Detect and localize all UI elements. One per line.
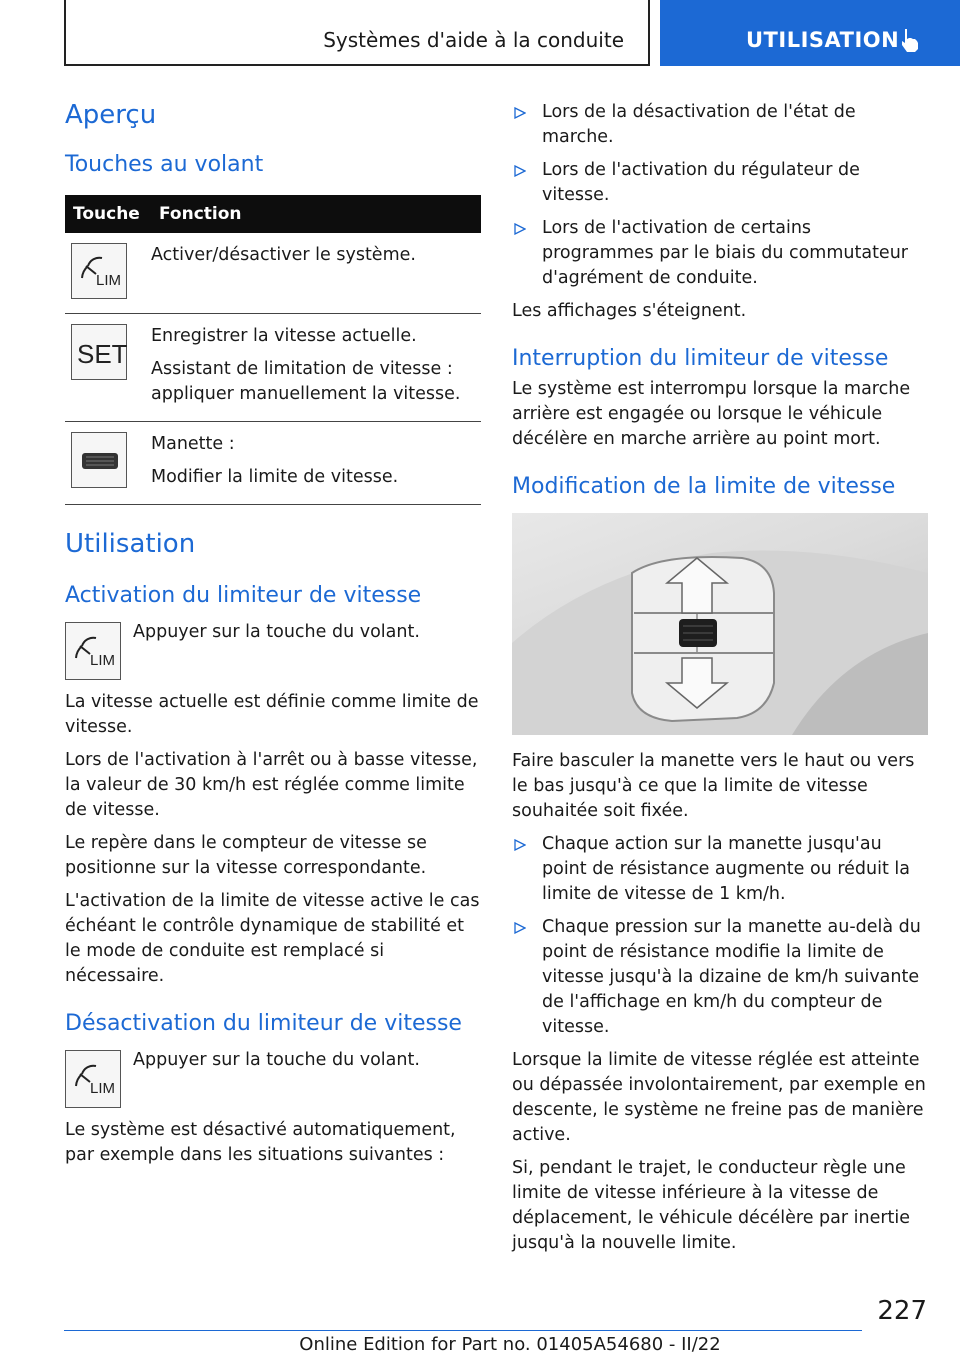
list-item	[512, 100, 928, 150]
set-label: SET	[77, 339, 128, 369]
list-item-text: Chaque action sur la manette jusqu'au point de résistance augmente ou réduit la limite de vitesse de 1 km/h.	[542, 834, 910, 904]
heading-apercu: Aperçu	[65, 100, 157, 130]
left-column	[65, 100, 481, 1168]
header-chapter-label: UTILISATION	[746, 28, 900, 52]
triangle-bullet-icon	[514, 165, 526, 177]
right-column	[512, 100, 928, 1256]
triangle-bullet-icon	[514, 223, 526, 235]
header-chapter-tab[interactable]	[660, 0, 960, 66]
rocker-switch-icon	[71, 432, 127, 488]
header-section-title: Systèmes d'aide à la conduite	[323, 28, 624, 52]
paragraph-interruption: Le système est interrompu lorsque la marche arrière est engagée ou lorsque le véhicule décélère en marche arrière au point mort.	[512, 379, 911, 449]
lim-button-icon	[65, 1050, 121, 1108]
header-section-box	[64, 0, 650, 66]
desactivation-instruction-text: Appuyer sur la touche du volant.	[133, 1050, 420, 1070]
activation-paragraph: L'activation de la limite de vitesse active le cas échéant le contrôle dynamique de stabilité et le mode de conduite est remplacé si nécessaire.	[65, 891, 480, 986]
list-item	[512, 915, 928, 1040]
table-cell-function: Modifier la limite de vitesse.	[151, 467, 399, 487]
activation-paragraph: Lors de l'activation à l'arrêt ou à basse vitesse, la valeur de 30 km/h est réglée comme limite de vitesse.	[65, 750, 478, 820]
triangle-bullet-icon	[514, 839, 526, 851]
lim-label: LIM	[90, 1080, 116, 1097]
activation-paragraph: Le repère dans le compteur de vitesse se positionne sur la vitesse correspondante.	[65, 833, 427, 878]
table-header-fonction: Fonction	[151, 195, 481, 233]
triangle-bullet-icon	[514, 107, 526, 119]
triangle-bullet-icon	[514, 922, 526, 934]
paragraph-depasse: Lorsque la limite de vitesse réglée est atteinte ou dépassée involontairement, par exemple en descente, le système ne freine pas de manière active.	[512, 1050, 926, 1145]
rocker-actions-list	[512, 832, 928, 1040]
paragraph-basculer: Faire basculer la manette vers le haut ou vers le bas jusqu'à ce que la limite de vitesse souhaitée soit fixée.	[512, 751, 915, 821]
heading-desactivation: Désactivation du limiteur de vitesse	[65, 1011, 462, 1036]
list-item-text: Lors de l'activation de certains programmes par le biais du commutateur d'agrément de conduite.	[542, 218, 908, 288]
heading-interruption: Interruption du limiteur de vitesse	[512, 346, 889, 371]
heading-activation: Activation du limiteur de vitesse	[65, 583, 422, 608]
steering-wheel-rocker-photo	[512, 513, 928, 735]
table-cell-function: Manette :	[151, 434, 235, 454]
paragraph-inertie: Si, pendant le trajet, le conducteur règle une limite de vitesse inférieure à la vitesse de déplacement, le véhicule décélère par inertie jusqu'à la nouvelle limite.	[512, 1158, 911, 1253]
list-item-text: Lors de la désactivation de l'état de marche.	[542, 102, 856, 147]
table-row	[65, 233, 481, 314]
footer-divider	[64, 1330, 862, 1331]
list-item	[512, 158, 928, 208]
buttons-table	[65, 195, 481, 505]
activation-instruction	[65, 620, 481, 680]
lim-label: LIM	[90, 652, 116, 669]
table-header-touche: Touche	[65, 195, 151, 233]
table-cell-function: Enregistrer la vitesse actuelle.	[151, 326, 417, 346]
activation-paragraph: La vitesse actuelle est définie comme limite de vitesse.	[65, 692, 479, 737]
list-item	[512, 832, 928, 907]
lim-button-icon	[65, 622, 121, 680]
desactivation-paragraph: Le système est désactivé automatiquement, par exemple dans les situations suivantes :	[65, 1120, 456, 1165]
set-button-icon	[71, 324, 127, 380]
table-row	[65, 422, 481, 505]
footer-edition: Online Edition for Part no. 01405A54680 - II/22	[299, 1334, 721, 1355]
table-row	[65, 314, 481, 422]
heading-modification: Modification de la limite de vitesse	[512, 474, 896, 499]
heading-utilisation: Utilisation	[65, 529, 196, 559]
table-cell-function: Assistant de limitation de vitesse : appliquer manuellement la vitesse.	[151, 359, 461, 404]
activation-instruction-text: Appuyer sur la touche du volant.	[133, 622, 420, 642]
list-item-text: Chaque pression sur la manette au-delà du point de résistance modifie la limite de vitesse jusqu'à la dizaine de km/h suivante de l'affichage en km/h du compteur de vitesse.	[542, 917, 921, 1037]
paragraph-affichages: Les affichages s'éteignent.	[512, 301, 747, 321]
desactivation-instruction	[65, 1048, 481, 1108]
page-number: 227	[877, 1296, 927, 1326]
list-item-text: Lors de l'activation du régulateur de vitesse.	[542, 160, 860, 205]
lim-button-icon	[71, 243, 127, 299]
heading-touches-volant: Touches au volant	[65, 152, 264, 177]
pointing-hand-icon	[896, 26, 924, 54]
table-cell-function: Activer/désactiver le système.	[151, 245, 416, 265]
list-item	[512, 216, 928, 291]
deactivation-situations-list	[512, 100, 928, 291]
lim-label: LIM	[96, 272, 122, 289]
